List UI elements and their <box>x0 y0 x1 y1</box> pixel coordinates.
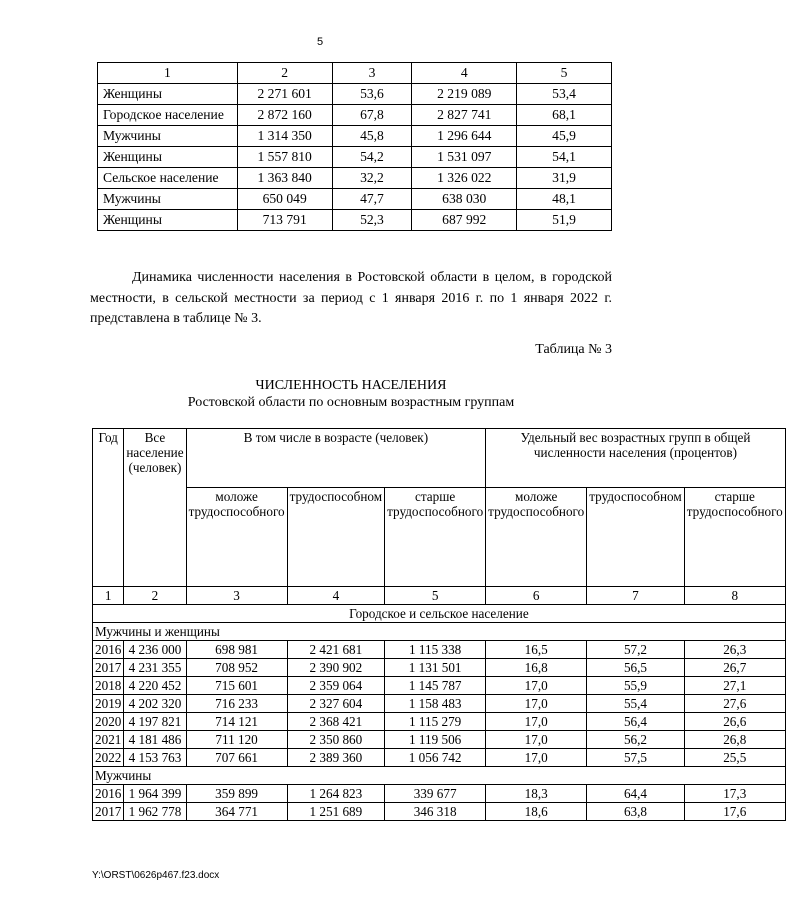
table2-subtitle: Ростовской области по основным возрастным группам <box>187 395 515 410</box>
value-cell: 17,3 <box>684 785 785 803</box>
header-share: Удельный вес возрастных групп в общей численности населения (процентов) <box>486 429 786 488</box>
value-cell: 2 350 860 <box>287 731 384 749</box>
table1-value-cell: 52,3 <box>332 210 412 231</box>
data-row <box>93 677 786 695</box>
data-row <box>93 749 786 767</box>
table1-value-cell: 48,1 <box>517 189 612 210</box>
data-row <box>93 731 786 749</box>
table1-row <box>98 147 612 168</box>
column-number-cell: 2 <box>124 587 186 605</box>
value-cell: 56,5 <box>587 659 684 677</box>
value-cell: 1 131 501 <box>385 659 486 677</box>
subheader-cell: трудоспособном <box>587 488 684 587</box>
table1-row <box>98 210 612 231</box>
table1-header-cell: 1 <box>98 63 238 84</box>
year-cell: 2016 <box>93 641 124 659</box>
table1-value-cell: 638 030 <box>412 189 517 210</box>
value-cell: 707 661 <box>186 749 287 767</box>
table1-value-cell: 2 872 160 <box>237 105 332 126</box>
table1-value-cell: 1 363 840 <box>237 168 332 189</box>
table1-value-cell: 32,2 <box>332 168 412 189</box>
table2-title-block <box>90 377 612 411</box>
value-cell: 346 318 <box>385 803 486 821</box>
table1-label-cell: Женщины <box>98 84 238 105</box>
table1-value-cell: 1 557 810 <box>237 147 332 168</box>
value-cell: 26,3 <box>684 641 785 659</box>
value-cell: 64,4 <box>587 785 684 803</box>
table1-header-cell: 4 <box>412 63 517 84</box>
value-cell: 4 197 821 <box>124 713 186 731</box>
header-incl: В том числе в возрасте (человек) <box>186 429 486 488</box>
value-cell: 4 153 763 <box>124 749 186 767</box>
column-number-cell: 1 <box>93 587 124 605</box>
value-cell: 1 158 483 <box>385 695 486 713</box>
subheader-row <box>93 488 786 587</box>
value-cell: 4 236 000 <box>124 641 186 659</box>
table1-value-cell: 54,2 <box>332 147 412 168</box>
column-number-cell: 8 <box>684 587 785 605</box>
value-cell: 17,0 <box>486 695 587 713</box>
value-cell: 17,0 <box>486 713 587 731</box>
value-cell: 27,1 <box>684 677 785 695</box>
section-title: Городское и сельское население <box>93 605 786 623</box>
value-cell: 359 899 <box>186 785 287 803</box>
value-cell: 1 056 742 <box>385 749 486 767</box>
value-cell: 4 202 320 <box>124 695 186 713</box>
year-cell: 2017 <box>93 659 124 677</box>
value-cell: 17,0 <box>486 677 587 695</box>
value-cell: 714 121 <box>186 713 287 731</box>
value-cell: 2 368 421 <box>287 713 384 731</box>
group-row <box>93 623 786 641</box>
table1-value-cell: 54,1 <box>517 147 612 168</box>
column-number-cell: 6 <box>486 587 587 605</box>
value-cell: 1 264 823 <box>287 785 384 803</box>
table1-row <box>98 126 612 147</box>
year-cell: 2022 <box>93 749 124 767</box>
value-cell: 698 981 <box>186 641 287 659</box>
table1-value-cell: 1 314 350 <box>237 126 332 147</box>
table-label: Таблица № 3 <box>535 342 612 357</box>
value-cell: 2 327 604 <box>287 695 384 713</box>
table1-label-cell: Мужчины <box>98 126 238 147</box>
table1-value-cell: 47,7 <box>332 189 412 210</box>
value-cell: 2 359 064 <box>287 677 384 695</box>
value-cell: 1 251 689 <box>287 803 384 821</box>
value-cell: 364 771 <box>186 803 287 821</box>
population-table <box>92 428 786 821</box>
value-cell: 18,6 <box>486 803 587 821</box>
value-cell: 16,5 <box>486 641 587 659</box>
value-cell: 1 115 279 <box>385 713 486 731</box>
year-cell: 2020 <box>93 713 124 731</box>
data-row <box>93 713 786 731</box>
value-cell: 711 120 <box>186 731 287 749</box>
table1-label-cell: Городское население <box>98 105 238 126</box>
data-row <box>93 641 786 659</box>
value-cell: 1 964 399 <box>124 785 186 803</box>
data-row <box>93 785 786 803</box>
value-cell: 55,9 <box>587 677 684 695</box>
paragraph-text <box>90 268 612 330</box>
paragraph: Динамика численности населения в Ростовской области в целом, в городской местности, в сельской местности за период с 1 января 2016 г. по 1 января 2022 г. представлена в таблице № 3. <box>90 270 612 326</box>
data-row <box>93 695 786 713</box>
file-path-footer: Y:\ORST\0626p467.f23.docx <box>92 870 220 881</box>
table1-value-cell: 31,9 <box>517 168 612 189</box>
value-cell: 63,8 <box>587 803 684 821</box>
value-cell: 4 220 452 <box>124 677 186 695</box>
table1-value-cell: 45,9 <box>517 126 612 147</box>
value-cell: 17,0 <box>486 749 587 767</box>
column-number-row <box>93 587 786 605</box>
value-cell: 708 952 <box>186 659 287 677</box>
value-cell: 26,8 <box>684 731 785 749</box>
section-row <box>93 605 786 623</box>
table1-label-cell: Мужчины <box>98 189 238 210</box>
table1-header-cell: 5 <box>517 63 612 84</box>
table1-value-cell: 2 271 601 <box>237 84 332 105</box>
value-cell: 25,5 <box>684 749 785 767</box>
column-number-cell: 4 <box>287 587 384 605</box>
table1-value-cell: 713 791 <box>237 210 332 231</box>
value-cell: 56,4 <box>587 713 684 731</box>
header-year: Год <box>93 429 124 587</box>
value-cell: 56,2 <box>587 731 684 749</box>
table1-value-cell: 51,9 <box>517 210 612 231</box>
table1-value-cell: 2 219 089 <box>412 84 517 105</box>
header-all: Все население (человек) <box>124 429 186 587</box>
value-cell: 4 231 355 <box>124 659 186 677</box>
year-cell: 2017 <box>93 803 124 821</box>
table-continued <box>97 62 612 231</box>
subheader-cell: старше трудоспособного <box>684 488 785 587</box>
value-cell: 715 601 <box>186 677 287 695</box>
table1-label-cell: Женщины <box>98 210 238 231</box>
subheader-cell: моложе трудоспособного <box>186 488 287 587</box>
table1-header-cell: 3 <box>332 63 412 84</box>
year-cell: 2018 <box>93 677 124 695</box>
group-title: Мужчины <box>93 767 786 785</box>
data-row <box>93 659 786 677</box>
table1-value-cell: 45,8 <box>332 126 412 147</box>
table1-row <box>98 189 612 210</box>
table1-row <box>98 105 612 126</box>
value-cell: 26,7 <box>684 659 785 677</box>
table1-value-cell: 67,8 <box>332 105 412 126</box>
value-cell: 1 119 506 <box>385 731 486 749</box>
value-cell: 57,5 <box>587 749 684 767</box>
table1-value-cell: 1 531 097 <box>412 147 517 168</box>
value-cell: 27,6 <box>684 695 785 713</box>
column-number-cell: 3 <box>186 587 287 605</box>
year-cell: 2019 <box>93 695 124 713</box>
value-cell: 339 677 <box>385 785 486 803</box>
subheader-cell: моложе трудоспособного <box>486 488 587 587</box>
table2-title: ЧИСЛЕННОСТЬ НАСЕЛЕНИЯ <box>255 378 447 393</box>
value-cell: 17,0 <box>486 731 587 749</box>
value-cell: 16,8 <box>486 659 587 677</box>
column-number-cell: 5 <box>385 587 486 605</box>
table1-label-cell: Сельское население <box>98 168 238 189</box>
group-title: Мужчины и женщины <box>93 623 786 641</box>
group-row <box>93 767 786 785</box>
value-cell: 4 181 486 <box>124 731 186 749</box>
value-cell: 17,6 <box>684 803 785 821</box>
table1-value-cell: 650 049 <box>237 189 332 210</box>
header-row <box>93 429 786 488</box>
value-cell: 1 145 787 <box>385 677 486 695</box>
year-cell: 2021 <box>93 731 124 749</box>
table1-label-cell: Женщины <box>98 147 238 168</box>
page-number: 5 <box>316 36 324 48</box>
subheader-cell: трудоспособном <box>287 488 384 587</box>
column-number-cell: 7 <box>587 587 684 605</box>
table1-header-row <box>98 63 612 84</box>
value-cell: 1 962 778 <box>124 803 186 821</box>
table1-value-cell: 2 827 741 <box>412 105 517 126</box>
year-cell: 2016 <box>93 785 124 803</box>
table1-value-cell: 53,6 <box>332 84 412 105</box>
value-cell: 18,3 <box>486 785 587 803</box>
table1-value-cell: 1 326 022 <box>412 168 517 189</box>
data-row <box>93 803 786 821</box>
value-cell: 57,2 <box>587 641 684 659</box>
value-cell: 2 390 902 <box>287 659 384 677</box>
value-cell: 55,4 <box>587 695 684 713</box>
table1-value-cell: 687 992 <box>412 210 517 231</box>
value-cell: 26,6 <box>684 713 785 731</box>
table1-value-cell: 53,4 <box>517 84 612 105</box>
subheader-cell: старше трудоспособного <box>385 488 486 587</box>
value-cell: 1 115 338 <box>385 641 486 659</box>
value-cell: 2 421 681 <box>287 641 384 659</box>
table1-row <box>98 168 612 189</box>
table1-value-cell: 1 296 644 <box>412 126 517 147</box>
value-cell: 716 233 <box>186 695 287 713</box>
table1-value-cell: 68,1 <box>517 105 612 126</box>
table1-row <box>98 84 612 105</box>
value-cell: 2 389 360 <box>287 749 384 767</box>
table1-header-cell: 2 <box>237 63 332 84</box>
